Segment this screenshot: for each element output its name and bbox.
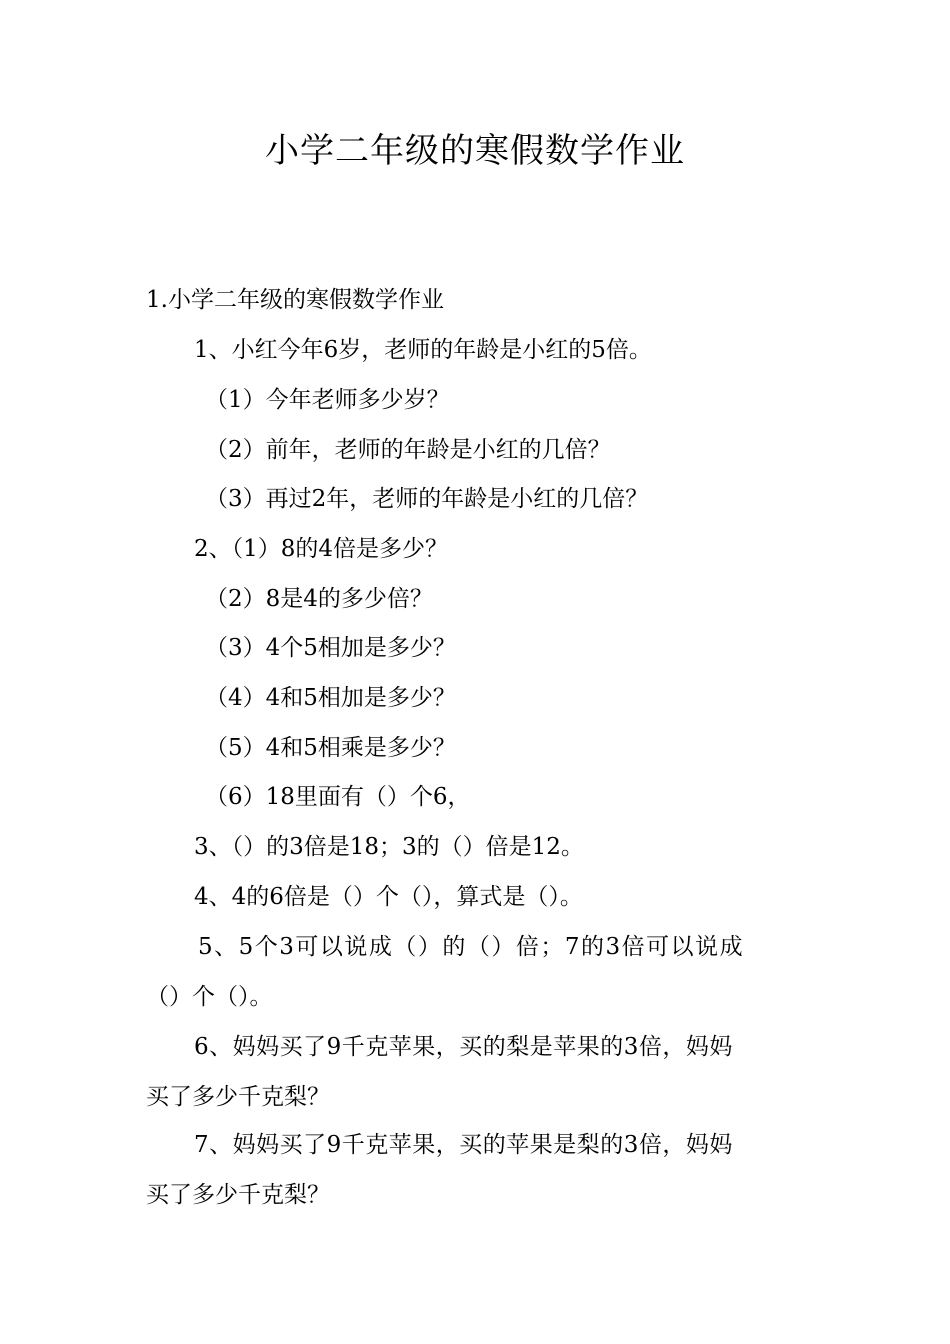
question-5-line-2: （）个（）。 [146, 984, 273, 1010]
question-1-part-3: （3）再过2年，老师的年龄是小红的几倍？ [205, 486, 649, 512]
question-2-part-1: 2、（1）8的4倍是多少？ [194, 536, 449, 562]
question-1-part-2: （2）前年，老师的年龄是小红的几倍？ [205, 437, 611, 463]
question-2-part-6: （6）18里面有（）个6， [205, 784, 471, 810]
question-6-line-2: 买了多少千克梨？ [146, 1084, 330, 1110]
question-6-line-1: 6、妈妈买了9千克苹果，买的梨是苹果的3倍，妈妈 [194, 1034, 733, 1060]
question-1-part-1: （1）今年老师多少岁？ [205, 387, 450, 413]
question-2-part-3: （3）4个5相加是多少？ [205, 635, 456, 661]
question-4: 4、4的6倍是（）个（），算式是（）。 [194, 884, 583, 910]
document-title: 小学二年级的寒假数学作业 [265, 131, 685, 171]
question-1: 1、小红今年6岁，老师的年龄是小红的5倍。 [194, 337, 652, 363]
question-3: 3、（）的3倍是18；3的（）倍是12。 [194, 834, 584, 860]
question-7-line-2: 买了多少千克梨？ [146, 1182, 330, 1208]
question-2-part-4: （4）4和5相加是多少？ [205, 685, 456, 711]
question-7-line-1: 7、妈妈买了9千克苹果，买的苹果是梨的3倍，妈妈 [194, 1132, 733, 1158]
question-5-line-1: 5、5个3可以说成（）的（）倍；7的3倍可以说成 [198, 934, 745, 960]
question-2-part-2: （2）8是4的多少倍？ [205, 586, 433, 612]
question-2-part-5: （5）4和5相乘是多少？ [205, 735, 456, 761]
section-heading: 1.小学二年级的寒假数学作业 [146, 287, 444, 313]
